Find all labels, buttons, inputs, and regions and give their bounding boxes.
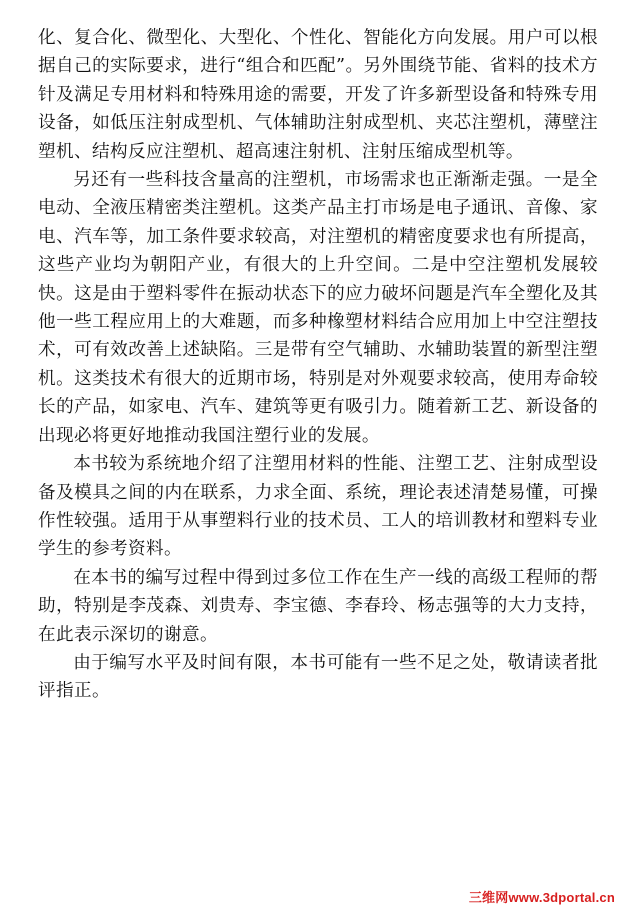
paragraph-high-tech-machines: 另还有一些科技含量高的注塑机，市场需求也正渐渐走强。一是全电动、全液压精密类注塑机。这类产品主打市场是电子通讯、音像、家电、汽车等，加工条件要求较高，对注塑机的精密度要求也有所提高，这些产业均为朝阳产业，有很大的上升空间。二是中空注塑机发展较快。这是由于塑料零件在振动状态下的应力破坏问题是汽车全塑化及其他一些工程应用上的大难题，而多种橡塑材料结合应用加上中空注塑技术，可有效改善上述缺陷。三是带有空气辅助、水辅助装置的新型注塑机。这类技术有很大的近期市场，特别是对外观要求较高，使用寿命较长的产品，如家电、汽车、建筑等更有吸引力。随着新工艺、新设备的出现必将更好地推动我国注塑行业的发展。 <box>38 170 598 446</box>
document-body <box>38 24 598 706</box>
site-watermark: 三维网www.3dportal.cn <box>468 890 615 905</box>
paragraph-closing-note: 由于编写水平及时间有限，本书可能有一些不足之处，敬请读者批评指正。 <box>38 652 598 702</box>
paragraph-book-overview: 本书较为系统地介绍了注塑用材料的性能、注塑工艺、注射成型设备及模具之间的内在联系，力求全面、系统，理论表述清楚易懂，可操作性较强。适用于从事塑料行业的技术员、工人的培训教材和塑料专业学生的参考资料。 <box>38 454 598 560</box>
paragraph-continuation: 化、复合化、微型化、大型化、个性化、智能化方向发展。用户可以根据自己的实际要求，进行“组合和匹配”。另外围绕节能、省料的技术方针及满足专用材料和特殊用途的需要，开发了许多新型设备和特殊专用设备，如低压注射成型机、气体辅助注射成型机、夹芯注塑机，薄壁注塑机、结构反应注塑机、超高速注射机、注射压缩成型机等。 <box>38 28 598 162</box>
paragraph-acknowledgements: 在本书的编写过程中得到过多位工作在生产一线的高级工程师的帮助，特别是李茂森、刘贵寿、李宝德、李春玲、杨志强等的大力支持，在此表示深切的谢意。 <box>38 567 598 645</box>
